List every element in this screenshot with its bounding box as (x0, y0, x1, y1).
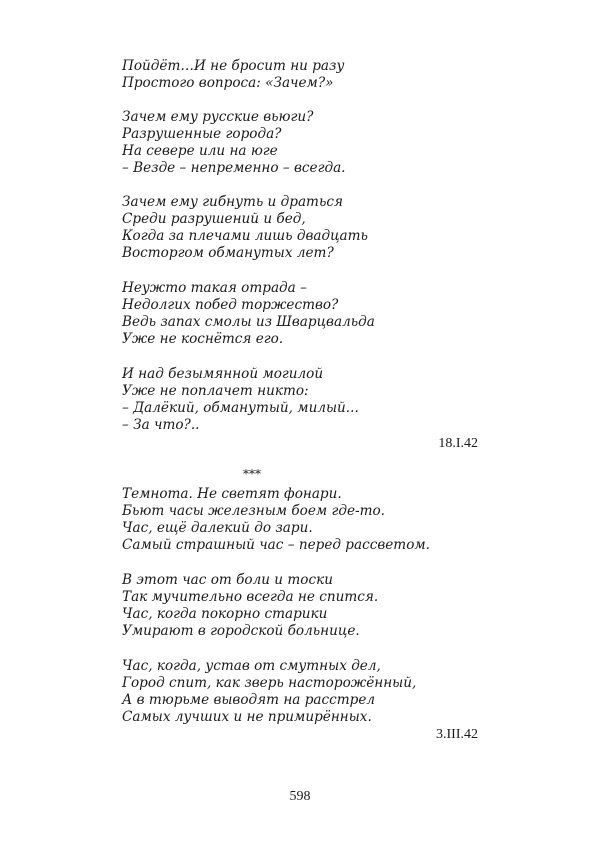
poem-line: А в тюрьме выводят на расстрел (122, 692, 376, 708)
poem-line: – Везде – непременно – всегда. (122, 160, 346, 176)
poem-line: Ведь запах смолы из Шварцвальда (122, 314, 375, 330)
poem-line: Простого вопроса: «Зачем?» (122, 75, 334, 91)
poem-line: – Далёкий, обманутый, милый... (122, 400, 359, 416)
poem-line: Город спит, как зверь насторожённый, (122, 675, 417, 691)
poem-line: Разрушенные города? (122, 126, 282, 142)
poem-line: Час, когда, устав от смутных дел, (122, 658, 381, 674)
poem-line: Уже не поплачет никто: (122, 383, 309, 399)
poem-line: Самых лучших и не примирённых. (122, 709, 372, 725)
poem-line: И над безымянной могилой (122, 366, 324, 382)
poem-line: Уже не коснётся его. (122, 331, 284, 347)
poem-line: – За что?.. (122, 417, 200, 433)
poem-line: Час, когда покорно старики (122, 606, 328, 622)
poem-date: 18.I.42 (438, 436, 478, 451)
poem-line: На севере или на юге (122, 143, 278, 159)
poem-date: 3.III.42 (436, 727, 478, 742)
poem-line: Неужто такая отрада – (122, 280, 307, 296)
poem-line: Восторгом обманутых лет? (122, 245, 334, 261)
poem-line: Темнота. Не светят фонари. (122, 486, 342, 502)
poem-line: Среди разрушений и бед, (122, 211, 306, 227)
poem-line: Так мучительно всегда не спится. (122, 589, 379, 605)
poem-line: Пойдёт…И не бросит ни разу (122, 58, 345, 74)
poem-line: Зачем ему гибнуть и драться (122, 194, 343, 210)
section-separator: *** (243, 467, 261, 481)
poem-line: Самый страшный час – перед рассветом. (122, 537, 430, 553)
page-number: 598 (289, 789, 311, 804)
poem-line: Когда за плечами лишь двадцать (122, 228, 368, 244)
poem-line: Час, ещё далекий до зари. (122, 520, 313, 536)
poem-line: Умирают в городской больнице. (122, 623, 360, 639)
poem-line: В этот час от боли и тоски (122, 572, 333, 588)
poem-line: Зачем ему русские вьюги? (122, 109, 314, 125)
poem-line: Бьют часы железным боем где-то. (122, 503, 386, 519)
poem-line: Недолгих побед торжество? (122, 297, 339, 313)
